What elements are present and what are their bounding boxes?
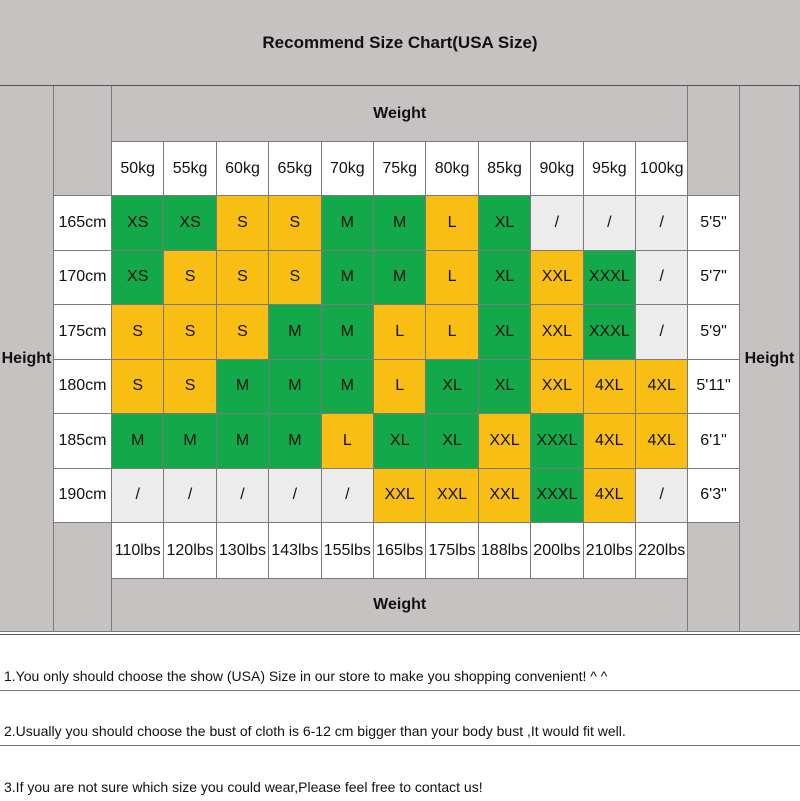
frame-block — [54, 86, 112, 196]
note-3: 3.If you are not sure which size you could wear,Please feel free to contact us! — [4, 779, 483, 795]
size-cell: XS — [112, 196, 164, 251]
size-cell: S — [269, 196, 321, 251]
size-cell: XL — [479, 305, 531, 360]
size-cell: S — [112, 305, 164, 360]
height-ft-label: 5'7" — [688, 251, 740, 306]
size-cell: 4XL — [636, 360, 688, 415]
size-cell: XXL — [479, 469, 531, 524]
weight-lbs-label: 120lbs — [164, 523, 216, 579]
size-cell: XXL — [531, 360, 583, 415]
size-cell: L — [374, 305, 426, 360]
size-cell: S — [164, 251, 216, 306]
height-ft-label: 5'11" — [688, 360, 740, 415]
size-cell: S — [217, 251, 269, 306]
size-cell: M — [112, 414, 164, 469]
size-cell: M — [269, 360, 321, 415]
size-cell: S — [112, 360, 164, 415]
size-cell: M — [217, 414, 269, 469]
weight-lbs-label: 143lbs — [269, 523, 321, 579]
size-cell: / — [322, 469, 374, 524]
frame-block — [688, 523, 740, 632]
size-cell: / — [217, 469, 269, 524]
size-cell: 4XL — [584, 414, 636, 469]
size-cell: / — [112, 469, 164, 524]
size-cell: / — [636, 305, 688, 360]
size-cell: / — [269, 469, 321, 524]
size-cell: M — [322, 360, 374, 415]
weight-kg-label: 80kg — [426, 142, 478, 196]
weight-kg-label: 70kg — [322, 142, 374, 196]
height-cm-label: 170cm — [54, 251, 112, 306]
size-cell: / — [531, 196, 583, 251]
size-cell: XXXL — [531, 469, 583, 524]
size-cell: M — [269, 305, 321, 360]
size-cell: XXL — [531, 305, 583, 360]
size-chart — [0, 86, 800, 634]
size-cell: XL — [374, 414, 426, 469]
size-cell: L — [426, 251, 478, 306]
size-cell: XXXL — [584, 305, 636, 360]
weight-kg-label: 85kg — [479, 142, 531, 196]
size-cell: XXL — [374, 469, 426, 524]
height-cm-label: 185cm — [54, 414, 112, 469]
weight-lbs-label: 200lbs — [531, 523, 583, 579]
notes-section — [0, 634, 800, 800]
size-cell: M — [374, 196, 426, 251]
size-cell: M — [164, 414, 216, 469]
size-cell: / — [636, 196, 688, 251]
size-cell: L — [322, 414, 374, 469]
size-cell: 4XL — [584, 469, 636, 524]
size-cell: S — [217, 196, 269, 251]
weight-header-top: Weight — [112, 86, 688, 142]
weight-kg-label: 95kg — [584, 142, 636, 196]
weight-kg-label: 100kg — [636, 142, 688, 196]
size-cell: / — [636, 469, 688, 524]
weight-kg-label: 55kg — [164, 142, 216, 196]
size-cell: XXXL — [584, 251, 636, 306]
height-cm-label: 180cm — [54, 360, 112, 415]
size-cell: XL — [479, 196, 531, 251]
height-ft-label: 6'1" — [688, 414, 740, 469]
size-cell: S — [164, 305, 216, 360]
size-cell: / — [584, 196, 636, 251]
size-cell: S — [164, 360, 216, 415]
size-cell: XL — [479, 251, 531, 306]
size-cell: XXL — [531, 251, 583, 306]
size-cell: M — [217, 360, 269, 415]
height-header-left: Height — [0, 86, 54, 632]
size-cell: XS — [164, 196, 216, 251]
size-cell: S — [217, 305, 269, 360]
weight-kg-label: 75kg — [374, 142, 426, 196]
size-cell: 4XL — [636, 414, 688, 469]
size-cell: XXXL — [531, 414, 583, 469]
weight-lbs-label: 165lbs — [374, 523, 426, 579]
height-ft-label: 5'5" — [688, 196, 740, 251]
size-cell: XL — [426, 360, 478, 415]
size-cell: M — [322, 196, 374, 251]
weight-lbs-label: 188lbs — [479, 523, 531, 579]
size-cell: S — [269, 251, 321, 306]
weight-kg-label: 90kg — [531, 142, 583, 196]
weight-lbs-label: 110lbs — [112, 523, 164, 579]
height-ft-label: 5'9" — [688, 305, 740, 360]
height-ft-label: 6'3" — [688, 469, 740, 524]
size-cell: M — [269, 414, 321, 469]
weight-lbs-label: 210lbs — [584, 523, 636, 579]
weight-kg-label: 60kg — [217, 142, 269, 196]
weight-lbs-label: 220lbs — [636, 523, 688, 579]
note-2: 2.Usually you should choose the bust of cloth is 6-12 cm bigger than your body bust ,It would fit well. — [0, 691, 800, 746]
size-cell: L — [426, 305, 478, 360]
size-cell: XS — [112, 251, 164, 306]
weight-header-bottom: Weight — [112, 579, 688, 632]
weight-kg-label: 50kg — [112, 142, 164, 196]
size-cell: M — [374, 251, 426, 306]
frame-block — [688, 86, 740, 196]
size-cell: XXL — [479, 414, 531, 469]
weight-kg-label: 65kg — [269, 142, 321, 196]
size-cell: XL — [479, 360, 531, 415]
height-cm-label: 165cm — [54, 196, 112, 251]
size-cell: 4XL — [584, 360, 636, 415]
size-cell: M — [322, 305, 374, 360]
size-cell: M — [322, 251, 374, 306]
frame-block — [54, 523, 112, 632]
height-header-right: Height — [740, 86, 800, 632]
weight-lbs-label: 155lbs — [322, 523, 374, 579]
height-cm-label: 190cm — [54, 469, 112, 524]
weight-lbs-label: 130lbs — [217, 523, 269, 579]
size-cell: L — [426, 196, 478, 251]
size-cell: XXL — [426, 469, 478, 524]
size-cell: L — [374, 360, 426, 415]
size-cell: / — [164, 469, 216, 524]
note-1: 1.You only should choose the show (USA) Size in our store to make you shopping convenient! ^ ^ — [0, 635, 800, 691]
page-title: Recommend Size Chart(USA Size) — [0, 0, 800, 86]
size-cell: / — [636, 251, 688, 306]
height-cm-label: 175cm — [54, 305, 112, 360]
size-cell: XL — [426, 414, 478, 469]
weight-lbs-label: 175lbs — [426, 523, 478, 579]
